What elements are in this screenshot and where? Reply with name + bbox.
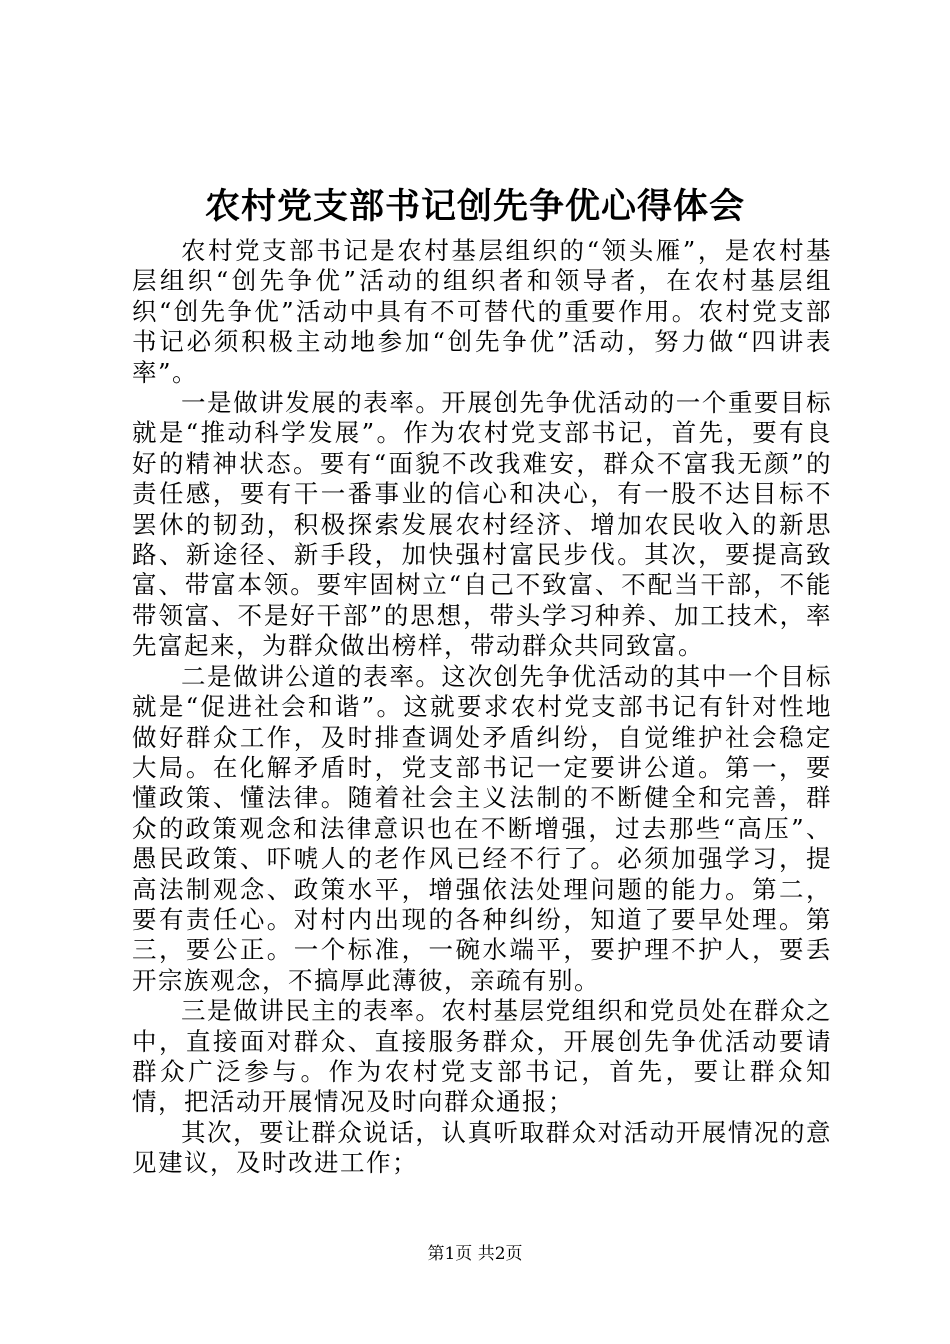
paragraph: 农村党支部书记是农村基层组织的“领头雁”，是农村基层组织“创先争优”活动的组织者和领导者，在农村基层组织“创先争优”活动中具有不可替代的重要作用。农村党支部书记必须积极主动地参加“创先争优”活动，努力做“四讲表率”。 <box>132 236 832 387</box>
document-title: 农村党支部书记创先争优心得体会 <box>204 186 745 227</box>
paragraph: 一是做讲发展的表率。开展创先争优活动的一个重要目标就是“推动科学发展”。作为农村党支部书记，首先，要有良好的精神状态。要有“面貌不改我难安，群众不富我无颜”的责任感，要有干一番事业的信心和决心，有一股不达目标不罢休的韧劲，积极探索发展农村经济、增加农民收入的新思路、新途径、新手段，加快强村富民步伐。其次，要提高致富、带富本领。要牢固树立“自己不致富、不配当干部，不能带领富、不是好干部”的思想，带头学习种养、加工技术，率先富起来，为群众做出榜样，带动群众共同致富。 <box>132 388 832 661</box>
paragraph: 二是做讲公道的表率。这次创先争优活动的其中一个目标就是“促进社会和谐”。这就要求农村党支部书记有针对性地做好群众工作，及时排查调处矛盾纠纷，自觉维护社会稳定大局。在化解矛盾时，党支部书记一定要讲公道。第一，要懂政策、懂法律。随着社会主义法制的不断健全和完善，群众的政策观念和法律意识也在不断增强，过去那些“高压”、愚民政策、吓唬人的老作风已经不行了。必须加强学习，提高法制观念、政策水平，增强依法处理问题的能力。第二，要有责任心。对村内出现的各种纠纷，知道了要早处理。第三，要公正。一个标准，一碗水端平，要护理不护人，要丢开宗族观念，不搞厚此薄彼，亲疏有别。 <box>132 661 832 995</box>
document-body <box>132 236 832 1179</box>
page-footer: 第1页 共2页 <box>427 1244 523 1264</box>
paragraph: 其次，要让群众说话，认真听取群众对活动开展情况的意见建议，及时改进工作； <box>132 1117 832 1178</box>
paragraph: 三是做讲民主的表率。农村基层党组织和党员处在群众之中，直接面对群众、直接服务群众，开展创先争优活动要请群众广泛参与。作为农村党支部书记，首先，要让群众知情，把活动开展情况及时向群众通报； <box>132 996 832 1117</box>
